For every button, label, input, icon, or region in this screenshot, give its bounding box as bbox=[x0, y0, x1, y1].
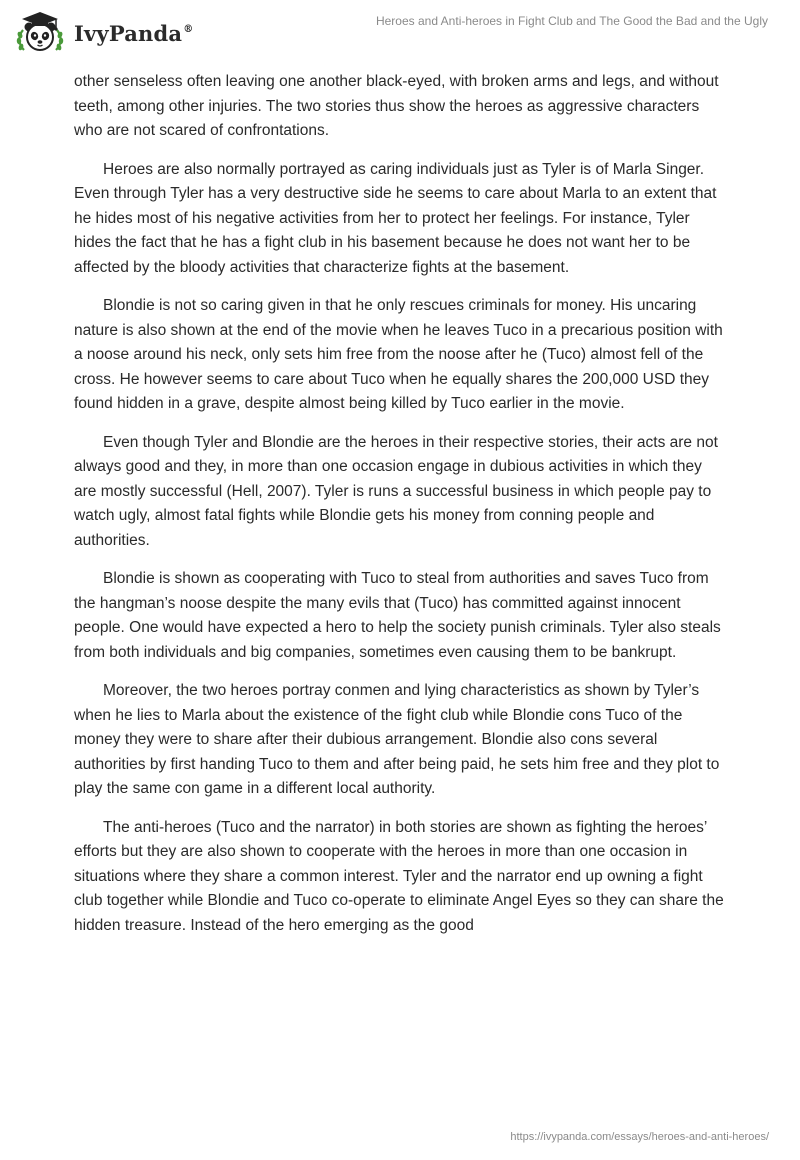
registered-mark: ® bbox=[183, 23, 194, 35]
paragraph: Even though Tyler and Blondie are the heroes in their respective stories, their acts are not always good and they, in more than one occasion engage in dubious activities in which they are mostly successful (Hell, 2007). Tyler is runs a successful business in which people pay to watch ugly, almost fatal fights while Blondie gets his money from conning people and authorities. bbox=[74, 433, 718, 549]
paragraph: Heroes are also normally portrayed as caring individuals just as Tyler is of Marla Singer. Even through Tyler has a very destructive side he seems to care about Marla to an extent that he hides most of his negative activities from her to protect her feelings. For instance, Tyler hides the fact that he has a fight club in his basement because he does not want her to be affected by the bloody activities that characterize fights at the basement. bbox=[74, 160, 717, 276]
paragraph: The anti-heroes (Tuco and the narrator) in both stories are shown as fighting the heroes’ efforts but they are also shown to cooperate with the heroes in more than one occasion in situations where they share a common interest. Tyler and the narrator end up owning a fight club together while Blondie and Tuco co-operate to eliminate Angel Eyes so they can share the hidden treasure. Instead of the hero emerging as the good bbox=[74, 818, 724, 934]
brand-name bbox=[74, 21, 193, 46]
essay-body bbox=[74, 70, 728, 952]
brand-name-text: IvyPanda bbox=[74, 20, 183, 46]
brand-logo[interactable] bbox=[14, 8, 193, 56]
document-title: Heroes and Anti-heroes in Fight Club and The Good the Bad and the Ugly bbox=[375, 14, 768, 28]
paragraph: Blondie is shown as cooperating with Tuco to steal from authorities and saves Tuco from the hangman’s noose despite the many evils that (Tuco) has committed against innocent people. One would have expected a hero to help the society punish criminals. Tyler also steals from both individuals and big companies, sometimes even causing them to be bankrupt. bbox=[74, 570, 721, 661]
paragraph: Blondie is not so caring given in that he only rescues criminals for money. His uncaring nature is also shown at the end of the movie when he leaves Tuco in a precarious position with a noose around his neck, only sets him free from the noose after he (Tuco) almost fell of the cross. He however seems to care about Tuco when he equally shares the 200,000 USD they found hidden in a grave, despite almost being killed by Tuco earlier in the movie. bbox=[74, 297, 723, 412]
source-url-link[interactable]: https://ivypanda.com/essays/heroes-and-anti-heroes/ bbox=[510, 1131, 769, 1143]
panda-graduation-cap-icon bbox=[14, 8, 66, 56]
paragraph: Moreover, the two heroes portray conmen and lying characteristics as shown by Tyler’s when he lies to Marla about the existence of the fight club while Blondie cons Tuco of the money they were to share after their dubious arrangement. Blondie also cons several authorities by first handing Tuco to them and after being paid, he sets him free and they plot to play the same con game in a different local authority. bbox=[74, 682, 720, 797]
page-header bbox=[0, 0, 800, 60]
paragraph: other senseless often leaving one another black-eyed, with broken arms and legs, and without teeth, among other injuries. The two stories thus show the heroes as aggressive characters who are not scared of confrontations. bbox=[74, 73, 719, 139]
